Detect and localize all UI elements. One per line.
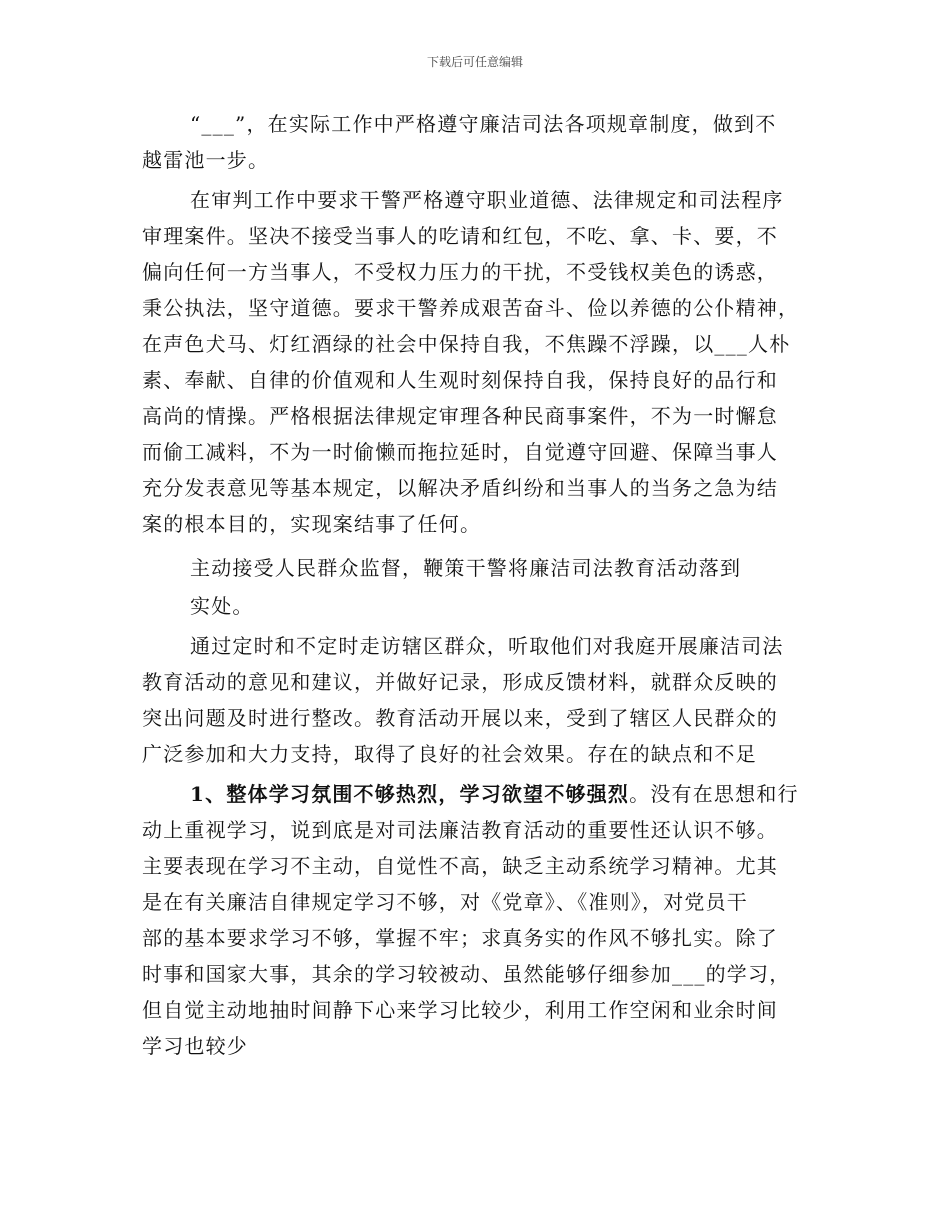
text-line: 动上重视学习，说到底是对司法廉洁教育活动的重要性还认识不够。 (142, 818, 778, 842)
page-header: 下载后可任意编辑 (426, 55, 523, 69)
text-line: 而偷工减料，不为一时偷懒而拖拉延时，自觉遵守回避、保障当事人 (142, 440, 778, 464)
section-heading-bold: 1、整体学习氛围不够热烈，学习欲望不够强烈 (190, 782, 630, 806)
text-line: 通过定时和不定时走访辖区群众，听取他们对我庭开展廉洁司法 (190, 634, 784, 658)
text-line: 在声色犬马、灯红酒绿的社会中保持自我，不焦躁不浮躁，以___人朴 (142, 332, 791, 356)
text-line: 案的根本目的，实现案结事了任何。 (142, 512, 482, 536)
text-line: 主动接受人民群众监督，鞭策干警将廉洁司法教育活动落到 (190, 556, 742, 580)
text-line (190, 780, 799, 808)
text-line: 实处。 (190, 594, 254, 618)
text-line: 主要表现在学习不主动，自觉性不高，缺乏主动系统学习精神。尤其 (142, 854, 778, 878)
text-line: 素、奉献、自律的价值观和人生观时刻保持自我，保持良好的品行和 (142, 368, 778, 392)
text-line: 偏向任何一方当事人，不受权力压力的干扰，不受钱权美色的诱惑， (142, 260, 778, 284)
text-line: 是在有关廉洁自律规定学习不够，对《党章》、《准则》，对党员干 (142, 890, 748, 914)
text-line: 时事和国家大事，其余的学习较被动、虽然能够仔细参加___的学习， (142, 962, 791, 986)
text-line: 在审判工作中要求干警严格遵守职业道德、法律规定和司法程序 (190, 188, 784, 212)
section-heading-rest: 。没有在思想和行 (629, 782, 799, 806)
text-line: 部的基本要求学习不够，掌握不牢；求真务实的作风不够扎实。除了 (142, 926, 778, 950)
text-line: 审理案件。坚决不接受当事人的吃请和红包，不吃、拿、卡、要，不 (142, 224, 778, 248)
text-line: 越雷池一步。 (142, 148, 270, 172)
text-line: 学习也较少 (142, 1034, 248, 1058)
text-line: 但自觉主动地抽时间静下心来学习比较少，利用工作空闲和业余时间 (142, 998, 778, 1022)
text-line: 充分发表意见等基本规定，以解决矛盾纠纷和当事人的当务之急为结 (142, 476, 778, 500)
text-line: “___”，在实际工作中严格遵守廉洁司法各项规章制度，做到不 (190, 112, 777, 136)
text-line: 突出问题及时进行整改。教育活动开展以来，受到了辖区人民群众的 (142, 706, 778, 730)
text-line: 高尚的情操。严格根据法律规定审理各种民商事案件，不为一时懈怠 (142, 404, 778, 428)
text-line: 教育活动的意见和建议，并做好记录，形成反馈材料，就群众反映的 (142, 670, 778, 694)
text-line: 广泛参加和大力支持，取得了良好的社会效果。存在的缺点和不足 (142, 742, 757, 766)
text-line: 秉公执法，坚守道德。要求干警养成艰苦奋斗、俭以养德的公仆精神， (142, 296, 800, 320)
